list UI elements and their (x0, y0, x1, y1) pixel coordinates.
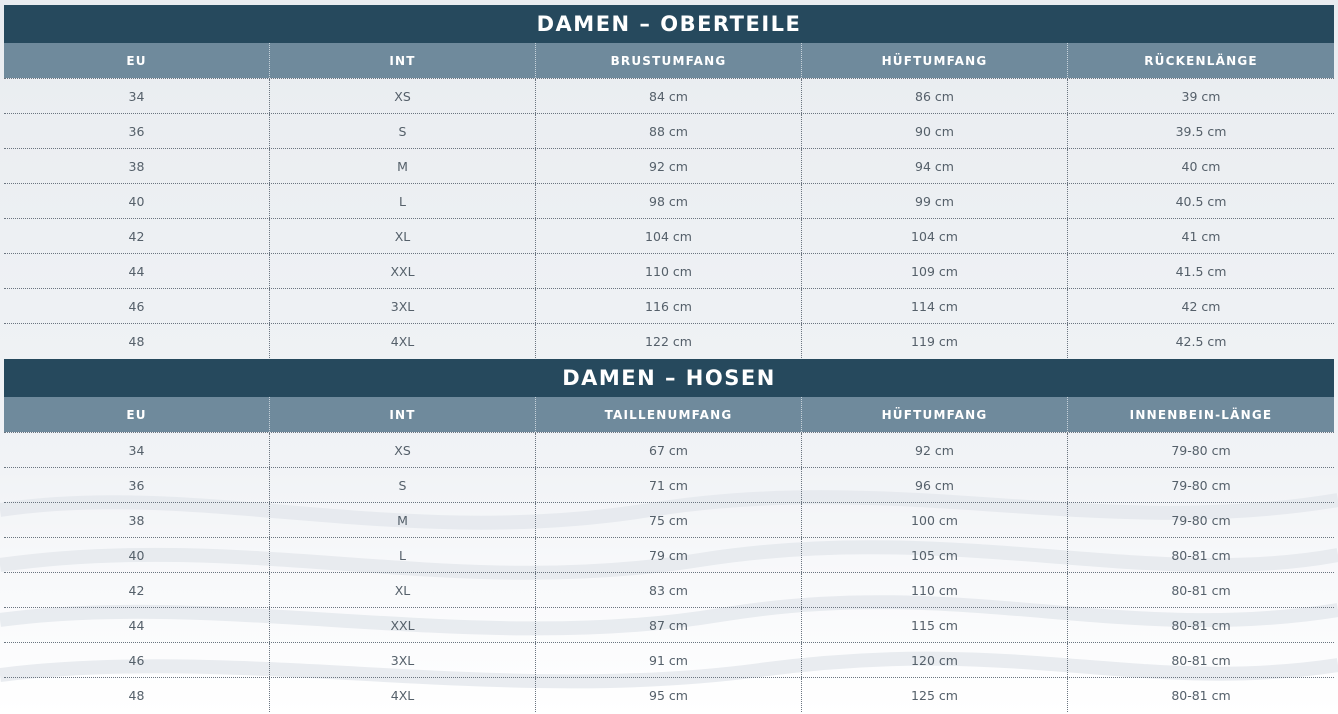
table-cell-c5: 42.5 cm (1175, 333, 1227, 349)
pants-table-title: DAMEN – HOSEN (4, 359, 1334, 397)
table-cell-c5: 41.5 cm (1175, 263, 1227, 279)
table-cell-c3: 79 cm (536, 538, 802, 572)
table-cell-int: XXL (270, 254, 536, 288)
table-cell-c4: 120 cm (802, 643, 1068, 677)
table-row (4, 148, 1334, 183)
table-cell-c4: 110 cm (802, 573, 1068, 607)
pants-table-body (4, 432, 1334, 712)
pants-header-c3: TAILLENUMFANG (536, 397, 802, 432)
table-cell-int: 3XL (270, 643, 536, 677)
table-cell-int: XXL (270, 608, 536, 642)
table-cell-eu: 34 (4, 79, 270, 113)
table-cell-c4: 109 cm (802, 254, 1068, 288)
table-cell-c5: 41 cm (1181, 228, 1221, 244)
table-cell-c3: 98 cm (536, 184, 802, 218)
table-cell-c4: 92 cm (802, 433, 1068, 467)
table-cell-eu: 48 (4, 678, 270, 712)
table-cell-c4: 125 cm (802, 678, 1068, 712)
table-cell-c5: 80-81 cm (1171, 617, 1231, 633)
tops-header-c5: RÜCKENLÄNGE (1144, 53, 1258, 68)
table-row (4, 677, 1334, 712)
table-cell-c4: 100 cm (802, 503, 1068, 537)
table-cell-c5: 79-80 cm (1171, 442, 1231, 458)
table-cell-c5: 39 cm (1181, 88, 1221, 104)
table-cell-int: XS (270, 79, 536, 113)
table-cell-c3: 104 cm (536, 219, 802, 253)
table-cell-c3: 71 cm (536, 468, 802, 502)
tops-header-eu: EU (4, 43, 270, 78)
table-row (4, 218, 1334, 253)
table-cell-int: M (270, 149, 536, 183)
table-cell-int: XL (270, 219, 536, 253)
pants-header-row (4, 397, 1334, 432)
table-cell-c5: 79-80 cm (1171, 477, 1231, 493)
table-cell-int: 4XL (270, 678, 536, 712)
tops-header-c3: BRUSTUMFANG (536, 43, 802, 78)
table-cell-c3: 91 cm (536, 643, 802, 677)
table-cell-eu: 40 (4, 538, 270, 572)
table-cell-c5: 42 cm (1181, 298, 1221, 314)
table-cell-c3: 75 cm (536, 503, 802, 537)
table-cell-int: XL (270, 573, 536, 607)
table-cell-c3: 84 cm (536, 79, 802, 113)
table-cell-c5: 40 cm (1181, 158, 1221, 174)
table-cell-eu: 42 (4, 573, 270, 607)
table-cell-c4: 114 cm (802, 289, 1068, 323)
table-row (4, 288, 1334, 323)
table-cell-int: L (270, 184, 536, 218)
table-cell-eu: 46 (4, 643, 270, 677)
table-cell-eu: 48 (4, 324, 270, 358)
table-row (4, 642, 1334, 677)
table-row (4, 183, 1334, 218)
table-cell-c4: 90 cm (802, 114, 1068, 148)
pants-header-int: INT (270, 397, 536, 432)
table-cell-eu: 38 (4, 503, 270, 537)
table-cell-c3: 67 cm (536, 433, 802, 467)
table-cell-int: S (270, 114, 536, 148)
tops-table-body (4, 78, 1334, 358)
table-cell-c3: 95 cm (536, 678, 802, 712)
table-row (4, 467, 1334, 502)
table-cell-eu: 36 (4, 114, 270, 148)
table-cell-c5: 80-81 cm (1171, 547, 1231, 563)
tops-header-int: INT (270, 43, 536, 78)
table-cell-c4: 115 cm (802, 608, 1068, 642)
table-cell-c5: 80-81 cm (1171, 652, 1231, 668)
table-cell-c4: 104 cm (802, 219, 1068, 253)
table-row (4, 78, 1334, 113)
table-cell-c3: 116 cm (536, 289, 802, 323)
table-cell-c3: 87 cm (536, 608, 802, 642)
table-cell-c5: 79-80 cm (1171, 512, 1231, 528)
table-cell-int: S (270, 468, 536, 502)
table-cell-eu: 44 (4, 254, 270, 288)
tops-header-row (4, 43, 1334, 78)
table-cell-c3: 110 cm (536, 254, 802, 288)
table-cell-int: 3XL (270, 289, 536, 323)
table-cell-c5: 40.5 cm (1175, 193, 1227, 209)
table-cell-c4: 105 cm (802, 538, 1068, 572)
pants-size-table (4, 359, 1334, 712)
table-cell-eu: 36 (4, 468, 270, 502)
table-cell-c4: 86 cm (802, 79, 1068, 113)
table-cell-c5: 80-81 cm (1171, 582, 1231, 598)
table-cell-int: M (270, 503, 536, 537)
table-row (4, 572, 1334, 607)
table-cell-eu: 42 (4, 219, 270, 253)
table-cell-int: L (270, 538, 536, 572)
table-cell-c4: 119 cm (802, 324, 1068, 358)
table-cell-c3: 92 cm (536, 149, 802, 183)
table-cell-eu: 38 (4, 149, 270, 183)
table-cell-c3: 88 cm (536, 114, 802, 148)
table-row (4, 432, 1334, 467)
table-cell-int: XS (270, 433, 536, 467)
tops-size-table (4, 5, 1334, 358)
table-cell-eu: 46 (4, 289, 270, 323)
table-row (4, 113, 1334, 148)
table-cell-c4: 94 cm (802, 149, 1068, 183)
table-cell-c5: 39.5 cm (1175, 123, 1227, 139)
tops-header-c4: HÜFTUMFANG (802, 43, 1068, 78)
table-row (4, 253, 1334, 288)
table-cell-int: 4XL (270, 324, 536, 358)
table-cell-eu: 34 (4, 433, 270, 467)
pants-header-eu: EU (4, 397, 270, 432)
table-cell-c3: 122 cm (536, 324, 802, 358)
table-cell-c4: 96 cm (802, 468, 1068, 502)
table-cell-c5: 80-81 cm (1171, 687, 1231, 703)
table-cell-c3: 83 cm (536, 573, 802, 607)
table-cell-eu: 40 (4, 184, 270, 218)
tops-table-title: DAMEN – OBERTEILE (4, 5, 1334, 43)
table-cell-eu: 44 (4, 608, 270, 642)
table-row (4, 323, 1334, 358)
table-cell-c4: 99 cm (802, 184, 1068, 218)
pants-header-c4: HÜFTUMFANG (802, 397, 1068, 432)
pants-header-c5: INNENBEIN-LÄNGE (1129, 407, 1273, 422)
table-row (4, 607, 1334, 642)
table-row (4, 502, 1334, 537)
table-row (4, 537, 1334, 572)
